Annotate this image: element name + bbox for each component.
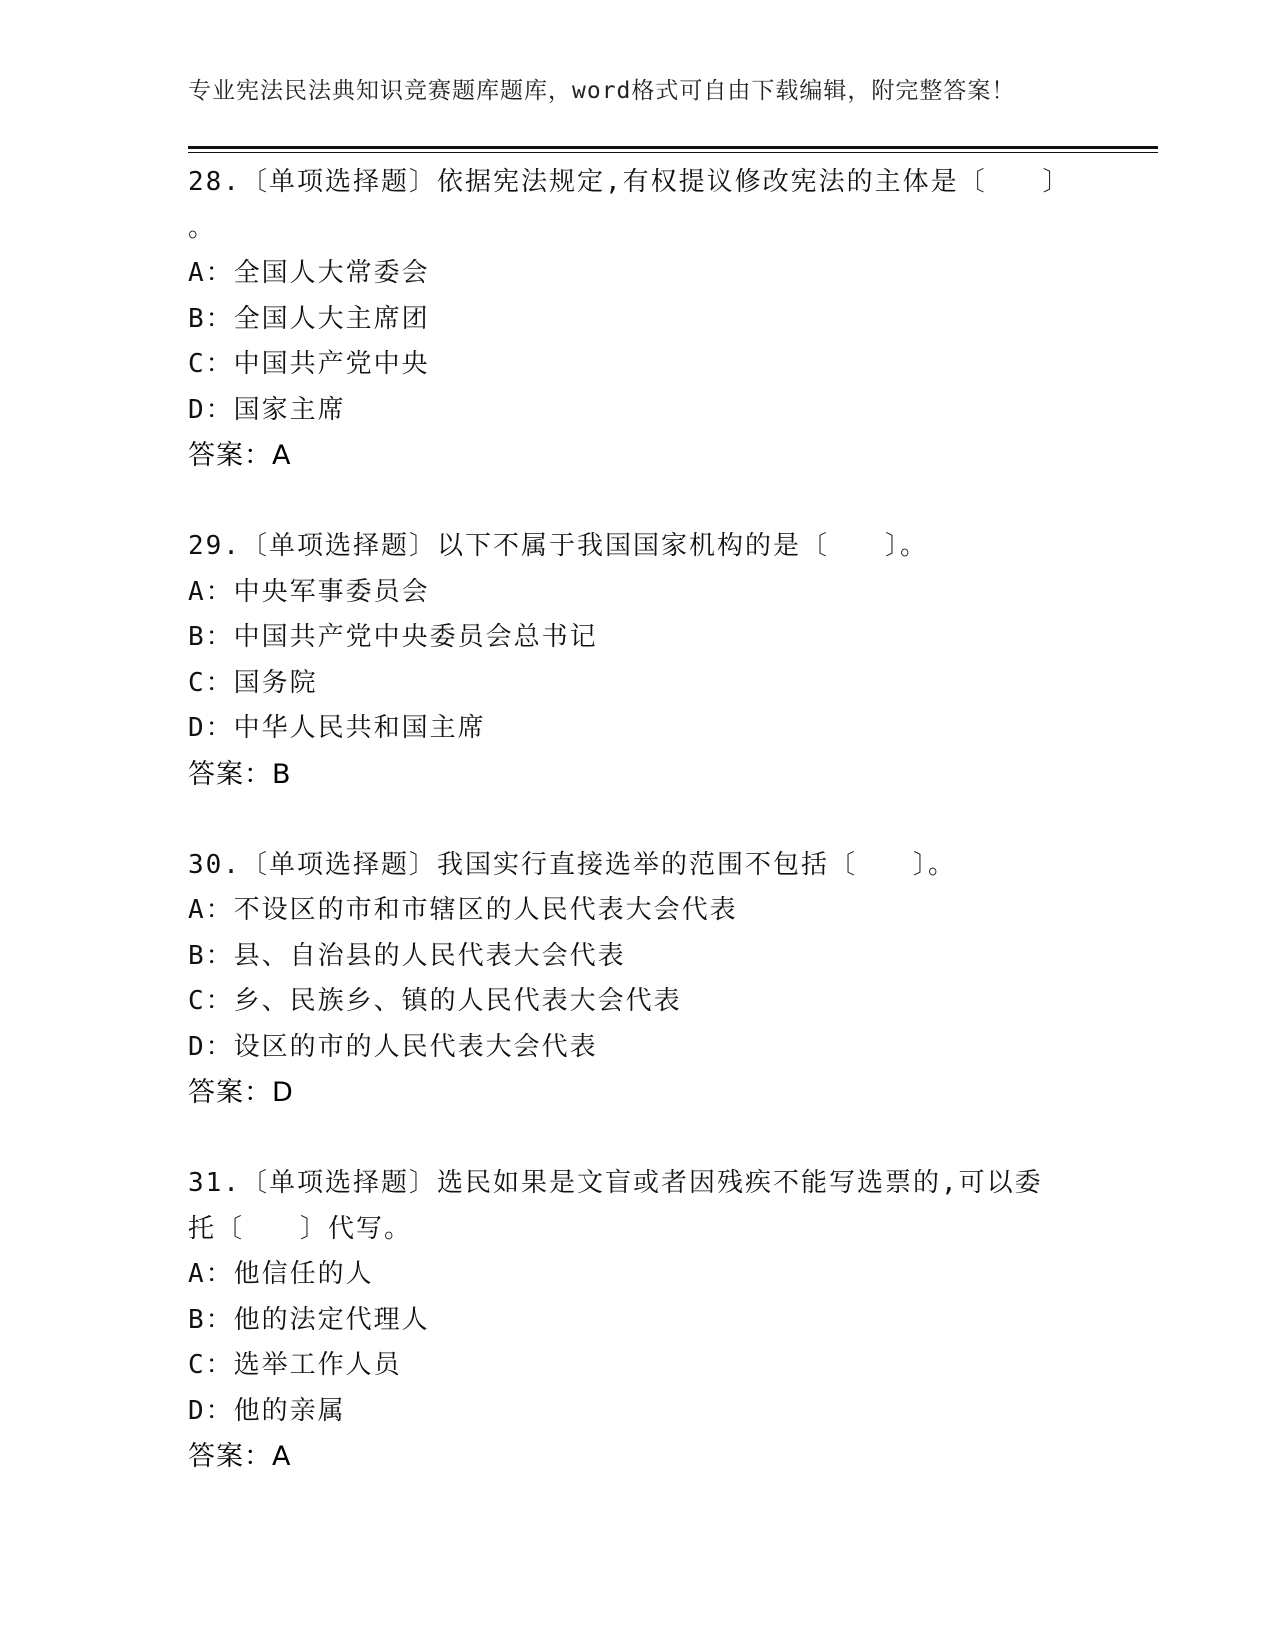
question-30 [188,843,1088,1116]
option-b: B：县、自治县的人民代表大会代表 [188,940,626,971]
answer-line: 答案：A [188,1441,292,1472]
option-b: B：全国人大主席团 [188,303,430,334]
question-text: 28.〔单项选择题〕依据宪法规定,有权提议修改宪法的主体是〔 〕 [188,167,1071,197]
option-b: B：他的法定代理人 [188,1304,430,1335]
header-rule-thin [188,152,1158,153]
option-a: A：不设区的市和市辖区的人民代表大会代表 [188,895,738,925]
question-text: 托〔 〕代写。 [188,1213,413,1244]
answer-line: 答案：A [188,440,292,471]
question-29 [188,524,1088,797]
question-text: 31.〔单项选择题〕选民如果是文盲或者因残疾不能写选票的,可以委 [188,1168,1043,1198]
option-b: B：中国共产党中央委员会总书记 [188,622,598,652]
question-list [188,160,1088,1480]
question-text: 。 [188,212,217,243]
question-28 [188,160,1088,479]
option-c: C：国务院 [188,667,318,698]
answer-line: 答案：B [188,758,292,790]
answer-line: 答案：D [188,1077,294,1108]
option-d: D：设区的市的人民代表大会代表 [188,1031,598,1062]
option-a: A：全国人大常委会 [188,258,430,288]
option-d: D：他的亲属 [188,1395,346,1426]
option-d: D：国家主席 [188,394,346,425]
option-a: A：中央军事委员会 [188,576,430,607]
option-c: C：乡、民族乡、镇的人民代表大会代表 [188,986,682,1016]
question-31 [188,1161,1088,1480]
option-c: C：选举工作人员 [188,1350,402,1380]
page-header: 专业宪法民法典知识竞赛题库题库，word格式可自由下载编辑，附完整答案！ [188,78,1016,104]
question-text: 29.〔单项选择题〕以下不属于我国国家机构的是〔 〕。 [188,531,928,561]
option-d: D：中华人民共和国主席 [188,713,486,743]
option-a: A：他信任的人 [188,1259,374,1289]
question-text: 30.〔单项选择题〕我国实行直接选举的范围不包括〔 〕。 [188,849,956,880]
header-rule-thick [188,146,1158,149]
option-c: C：中国共产党中央 [188,349,430,379]
